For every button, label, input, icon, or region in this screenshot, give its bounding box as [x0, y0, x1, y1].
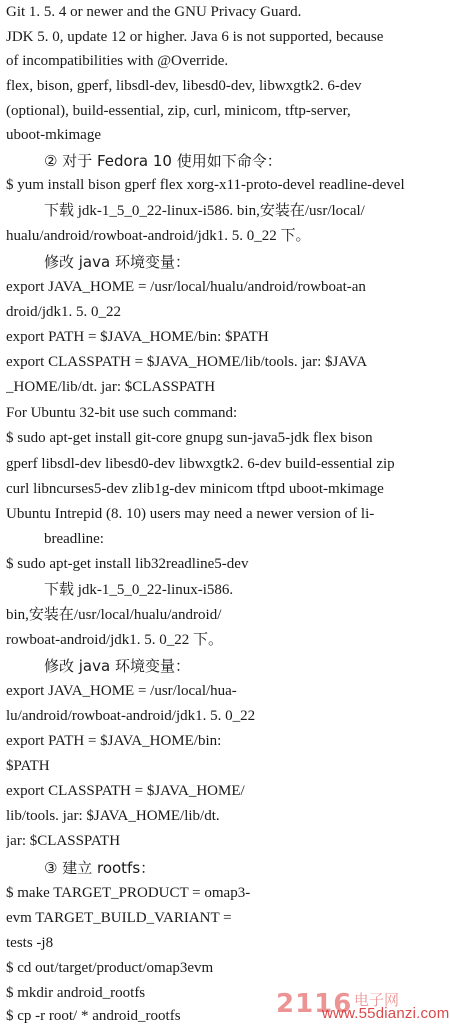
section-heading-rootfs: ③ 建立 rootfs：: [44, 859, 156, 877]
text-line-2: JDK 5. 0, update 12 or higher. Java 6 is not supported, because: [6, 29, 384, 45]
text-line-modify-env: 修改 java 环境变量：: [44, 253, 190, 271]
text-line-classpath-cont: _HOME/lib/dt. jar: $CLASSPATH: [6, 379, 216, 395]
text-line-build-variant: evm TARGET_BUILD_VARIANT =: [6, 910, 232, 926]
text-line-download-jdk-2: 下载 jdk-1_5_0_22-linux-i586.: [44, 582, 234, 598]
text-line-packages-1: gperf libsdl-dev libesd0-dev libwxgtk2. 6-dev build-essential zip: [6, 456, 395, 472]
text-line-download-jdk: 下载 jdk-1_5_0_22-linux-i586. bin,安装在/usr/local/: [44, 203, 365, 219]
watermark-url: www.55dianzi.com: [322, 1005, 450, 1022]
text-line-1: Git 1. 5. 4 or newer and the GNU Privacy Guard.: [6, 4, 302, 20]
text-line-install-path-2: bin,安装在/usr/local/hualu/android/: [6, 607, 222, 623]
text-line-breadline: breadline:: [44, 531, 104, 547]
text-line-install-path: hualu/android/rowboat-android/jdk1. 5. 0_22 下。: [6, 228, 311, 244]
command-yum-install: $ yum install bison gperf flex xorg-x11-proto-devel readline-devel: [6, 177, 405, 193]
text-line-jdk-path: droid/jdk1. 5. 0_22: [6, 304, 121, 320]
text-line-classpath-cont-3: jar: $CLASSPATH: [6, 833, 121, 849]
command-apt-get-install: $ sudo apt-get install git-core gnupg sun-java5-jdk flex bison: [6, 430, 373, 446]
command-export-classpath: export CLASSPATH = $JAVA_HOME/lib/tools. jar: $JAVA: [6, 354, 368, 370]
text-line-modify-env-2: 修改 java 环境变量：: [44, 657, 190, 675]
text-line-6: uboot-mkimage: [6, 127, 101, 143]
section-heading-fedora: ② 对于 Fedora 10 使用如下命令：: [44, 152, 282, 170]
command-export-java-home-2: export JAVA_HOME = /usr/local/hua-: [6, 683, 237, 699]
text-line-3: of incompatibilities with @Override.: [6, 53, 229, 69]
watermark-chinese: 电子网: [354, 991, 400, 1009]
text-line-ubuntu-intrepid: Ubuntu Intrepid (8. 10) users may need a newer version of li-: [6, 506, 375, 522]
watermark-number: 2116: [276, 989, 353, 1019]
command-cp-root: $ cp -r root/ * android_rootfs: [6, 1008, 181, 1024]
text-line-tests-j8: tests -j8: [6, 935, 54, 951]
command-export-path-2: export PATH = $JAVA_HOME/bin:: [6, 733, 222, 749]
text-line-jdk-path-2: lu/android/rowboat-android/jdk1. 5. 0_22: [6, 708, 256, 724]
text-line-ubuntu-heading: For Ubuntu 32-bit use such command:: [6, 405, 238, 421]
command-export-path: export PATH = $JAVA_HOME/bin: $PATH: [6, 329, 269, 345]
text-line-5: (optional), build-essential, zip, curl, minicom, tftp-server,: [6, 103, 351, 119]
text-line-install-path-3: rowboat-android/jdk1. 5. 0_22 下。: [6, 632, 224, 648]
command-export-classpath-2: export CLASSPATH = $JAVA_HOME/: [6, 783, 245, 799]
command-cd-out: $ cd out/target/product/omap3evm: [6, 960, 214, 976]
command-mkdir: $ mkdir android_rootfs: [6, 985, 146, 1001]
text-line-path-var: $PATH: [6, 758, 50, 774]
text-line-4: flex, bison, gperf, libsdl-dev, libesd0-dev, libwxgtk2. 6-dev: [6, 78, 362, 94]
text-line-packages-2: curl libncurses5-dev zlib1g-dev minicom tftpd uboot-mkimage: [6, 481, 384, 497]
command-make-target: $ make TARGET_PRODUCT = omap3-: [6, 885, 251, 901]
command-apt-get-readline: $ sudo apt-get install lib32readline5-dev: [6, 556, 249, 572]
text-line-classpath-cont-2: lib/tools. jar: $JAVA_HOME/lib/dt.: [6, 808, 220, 824]
command-export-java-home: export JAVA_HOME = /usr/local/hualu/android/rowboat-an: [6, 279, 366, 295]
